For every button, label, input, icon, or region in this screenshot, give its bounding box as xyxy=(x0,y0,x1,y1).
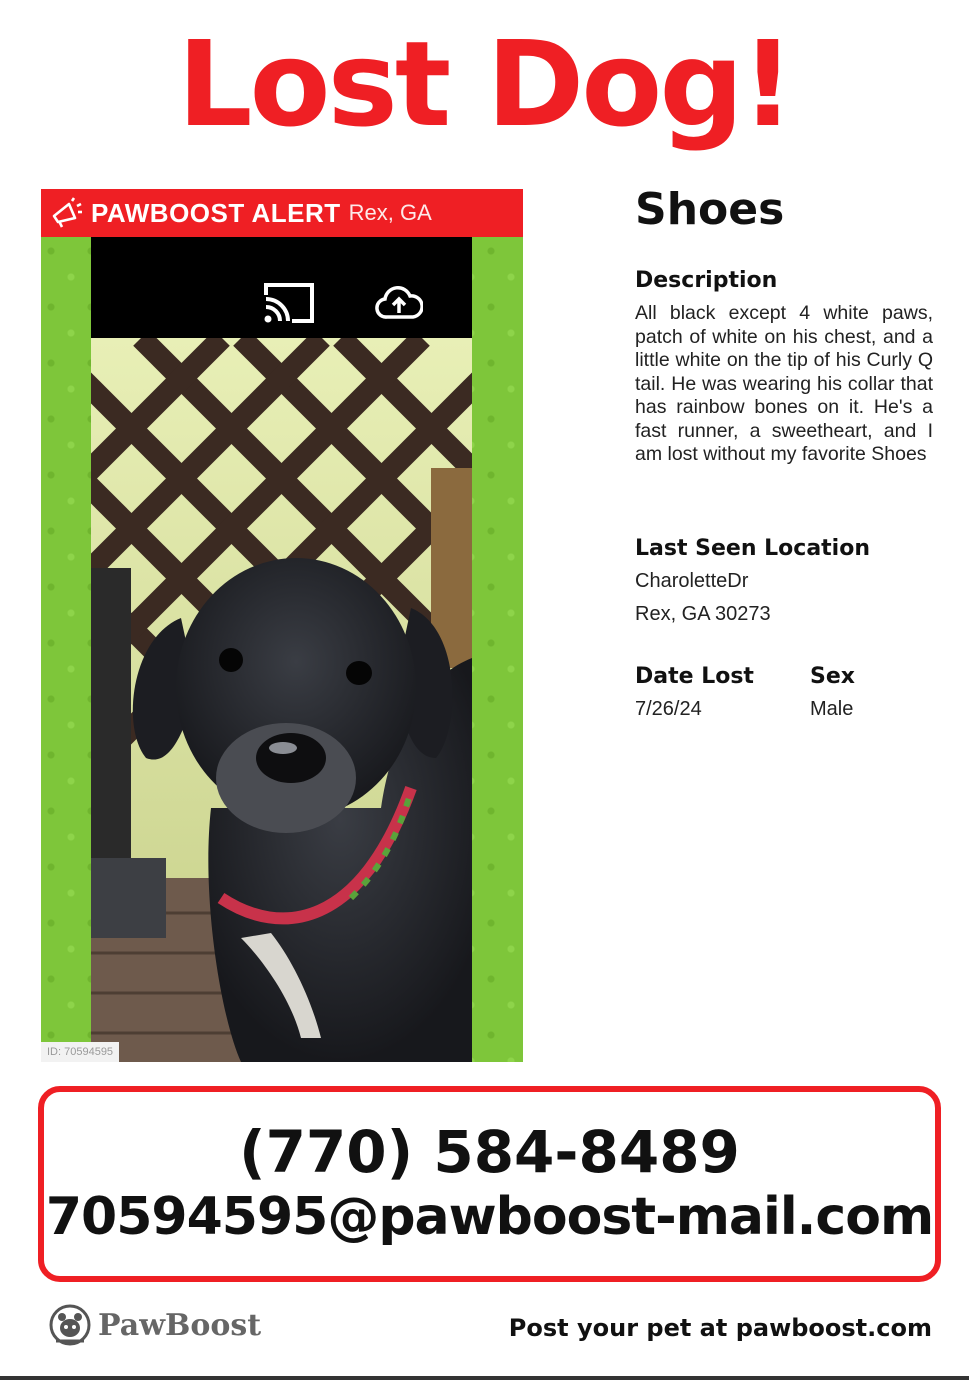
cloud-upload-icon[interactable] xyxy=(375,285,423,321)
alert-title: PAWBOOST ALERT xyxy=(91,197,341,228)
pet-name: Shoes xyxy=(635,184,785,235)
alert-location: Rex, GA xyxy=(348,200,432,225)
last-seen-label: Last Seen Location xyxy=(635,536,870,561)
pawboost-logo[interactable] xyxy=(48,1303,261,1347)
dog-photo xyxy=(91,237,472,1062)
bottom-rule xyxy=(0,1376,969,1380)
sex-label: Sex xyxy=(810,664,855,689)
contact-phone[interactable]: (770) 584-8489 xyxy=(239,1118,740,1186)
contact-box xyxy=(38,1086,941,1282)
video-toolbar xyxy=(91,237,472,338)
cast-icon[interactable] xyxy=(262,281,316,325)
pawboost-badge-icon xyxy=(48,1303,92,1347)
photo-id-tag: ID: 70594595 xyxy=(41,1042,119,1062)
date-lost-value: 7/26/24 xyxy=(635,698,702,720)
headline: Lost Dog! xyxy=(177,15,792,153)
date-lost-label: Date Lost xyxy=(635,664,754,689)
pet-info xyxy=(635,180,933,720)
footer-tagline[interactable]: Post your pet at pawboost.com xyxy=(508,1314,932,1342)
description-label: Description xyxy=(635,268,778,293)
alert-bar xyxy=(41,189,523,237)
description-text: All black except 4 white paws, patch of white on his chest, and a little white on the tip of his Curly Q tail. He was wearing his collar that has rainbow bones on it. He's a fast runner, a sweetheart, and I am lost without my favorite Shoes xyxy=(635,302,933,465)
last-seen-city: Rex, GA 30273 xyxy=(635,603,771,625)
photo-panel xyxy=(41,189,523,1062)
last-seen-street: CharoletteDr xyxy=(635,570,749,592)
contact-email[interactable]: 70594595@pawboost-mail.com xyxy=(45,1187,934,1247)
sex-value: Male xyxy=(810,698,854,720)
megaphone-icon xyxy=(49,196,83,230)
dog-picture xyxy=(91,338,472,1062)
brand-name: PawBoost xyxy=(98,1307,262,1343)
